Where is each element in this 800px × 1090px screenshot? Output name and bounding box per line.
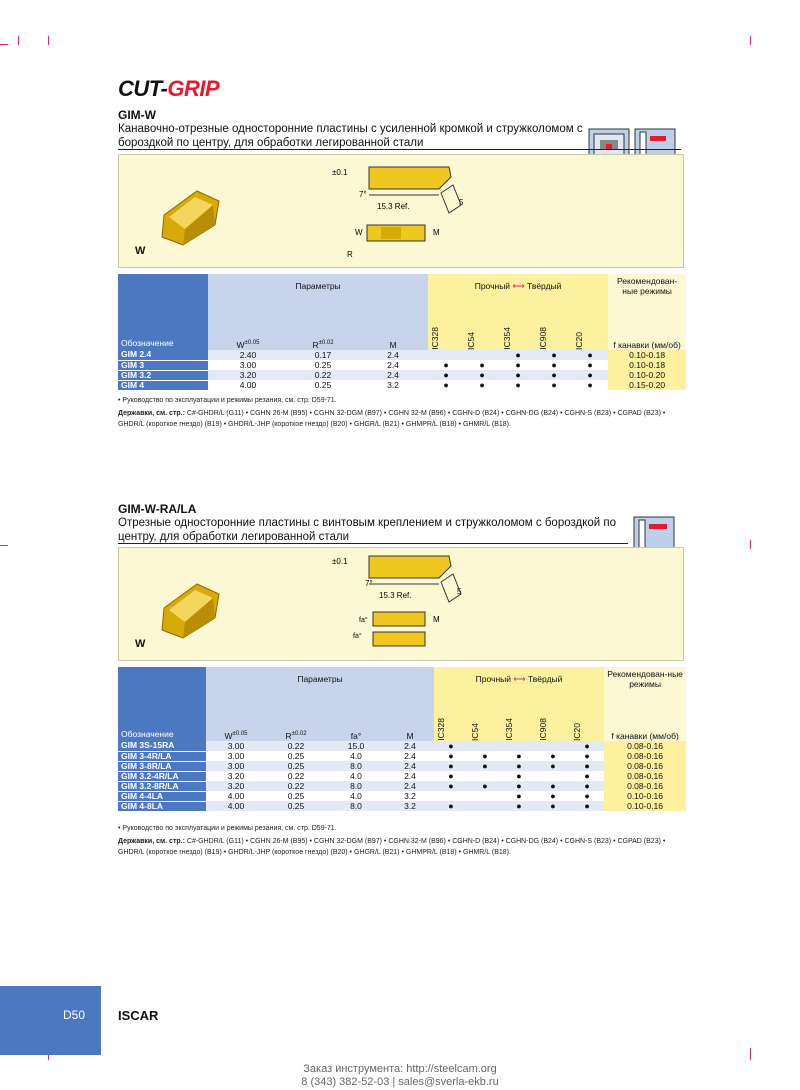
svg-text:fa°: fa° — [353, 633, 362, 640]
cell-grade-availability: ● — [536, 761, 570, 771]
col-r: $R^{\pm 0.02}$ — [266, 691, 326, 741]
footer-order-link[interactable]: Заказ инструмента: http://steelcam.org — [303, 1063, 497, 1075]
crop-mark — [48, 36, 49, 45]
col-grade: IC328 — [434, 691, 468, 741]
col-grade: IC54 — [468, 691, 502, 741]
brand-name: ISCAR — [118, 1008, 159, 1023]
cell-grade-availability — [536, 741, 570, 751]
col-r: $R^{\pm 0.02}$ — [288, 298, 358, 350]
insert-image — [159, 578, 229, 648]
section-description: Отрезные односторонние пластины с винтовым креплением и стружколомом с бороздкой по центру, для обработки легированной стали — [118, 517, 617, 543]
cell-r: 0.25 — [288, 360, 358, 370]
cell-grade-availability: ● — [570, 801, 604, 811]
svg-text:±0.1: ±0.1 — [332, 557, 348, 566]
cell-m: 3.2 — [386, 801, 434, 811]
cell-grade-availability: ● — [500, 350, 536, 360]
cell-grade-availability: ● — [502, 781, 536, 791]
svg-text:M: M — [433, 615, 440, 624]
svg-text:7°: 7° — [359, 190, 367, 199]
cell-fa: 15.0 — [326, 741, 386, 751]
cell-feed: 0.10-0.16 — [604, 801, 686, 811]
cell-grade-availability: ● — [570, 791, 604, 801]
svg-text:±0.1: ±0.1 — [332, 168, 348, 177]
cell-grade-availability: ● — [570, 781, 604, 791]
section-divider — [118, 543, 628, 544]
cell-grade-availability: ● — [570, 761, 604, 771]
cell-grade-availability: ● — [502, 771, 536, 781]
insert-dimension-diagram — [329, 163, 479, 267]
cell-designation: GIM 3.2-8R/LA — [118, 781, 206, 791]
cell-grade-availability: ● — [536, 350, 572, 360]
cell-w: 4.00 — [208, 380, 288, 390]
crop-mark — [750, 36, 751, 45]
cell-fa: 4.0 — [326, 771, 386, 781]
cell-feed: 0.10-0.20 — [608, 370, 686, 380]
cell-designation: GIM 3-8R/LA — [118, 761, 206, 771]
spec-table — [118, 274, 686, 391]
cell-grade-availability: ● — [502, 791, 536, 801]
col-w: $W^{\pm 0.05}$ — [208, 298, 288, 350]
cell-m: 2.4 — [386, 781, 434, 791]
designation-header: Обозначение — [118, 274, 208, 350]
col-grade: IC354 — [502, 691, 536, 741]
table-row — [118, 370, 686, 380]
col-grade: IC20 — [570, 691, 604, 741]
cell-r: 0.22 — [266, 741, 326, 751]
col-grade: IC54 — [464, 298, 500, 350]
cell-feed: 0.08-0.16 — [604, 761, 686, 771]
cell-grade-availability: ● — [502, 801, 536, 811]
cell-designation: GIM 3.2-4R/LA — [118, 771, 206, 781]
table-row — [118, 380, 686, 390]
cell-grade-availability: ● — [434, 781, 468, 791]
page-tab — [0, 986, 101, 1055]
cell-m: 3.2 — [358, 380, 428, 390]
grade-strength-header: Прочный ⟷ Твёрдый — [428, 274, 608, 298]
cell-grade-availability: ● — [572, 370, 608, 380]
cell-w: 3.00 — [206, 761, 266, 771]
spec-table — [118, 667, 686, 812]
cell-designation: GIM 3S-15RA — [118, 741, 206, 751]
crop-mark — [750, 1048, 751, 1060]
cell-grade-availability — [428, 350, 464, 360]
cell-grade-availability: ● — [570, 771, 604, 781]
cell-grade-availability: ● — [434, 801, 468, 811]
cell-designation: GIM 3 — [118, 360, 208, 370]
col-w: $W^{\pm 0.05}$ — [206, 691, 266, 741]
cell-grade-availability — [468, 801, 502, 811]
cell-designation: GIM 4-8LA — [118, 801, 206, 811]
holders-note: Державки, см. стр.: C#-GHDR/L (G11) • CGHN 26-M (B95) • CGHN 32-DGM (B97) • CGHN 32-M (B96) • CGHN-D (B24) • CGHN-DG (B24) • CGHN-S (B23) • CGPAD (B23) • GHDR/L (короткое гнездо) (B19) • GHDR/L-JHP (короткое гнездо) (B20) • GHGR/L (B21) • GHMPR/L (B18) • GHMR/L (B18). — [118, 410, 666, 428]
cell-fa: 8.0 — [326, 761, 386, 771]
cell-grade-availability: ● — [570, 741, 604, 751]
footer — [0, 1063, 800, 1089]
cell-r: 0.17 — [288, 350, 358, 360]
cell-w: 4.00 — [206, 801, 266, 811]
cell-w: 3.00 — [208, 360, 288, 370]
holders-note: Державки, см. стр.: C#-GHDR/L (G11) • CGHN 26-M (B95) • CGHN 32-DGM (B97) • CGHN 32-M (B96) • CGHN-D (B24) • CGHN-DG (B24) • CGHN-S (B23) • CGPAD (B23) • GHDR/L (короткое гнездо) (B19) • GHDR/L-JHP (короткое гнездо) (B20) • GHGR/L (B21) • GHMPR/L (B18) • GHMR/L (B18). — [118, 838, 666, 856]
cell-grade-availability: ● — [536, 801, 570, 811]
recommended-header: Рекомендован-ные режимы — [608, 274, 686, 298]
cell-feed: 0.08-0.16 — [604, 751, 686, 761]
cell-grade-availability — [434, 791, 468, 801]
table-row — [118, 350, 686, 360]
cell-m: 2.4 — [386, 771, 434, 781]
cell-grade-availability — [464, 350, 500, 360]
svg-text:W: W — [355, 228, 363, 237]
cell-designation: GIM 3-4R/LA — [118, 751, 206, 761]
table-row — [118, 761, 686, 771]
crop-mark — [0, 545, 8, 546]
cell-r: 0.22 — [266, 771, 326, 781]
cell-w: 3.00 — [206, 751, 266, 761]
table-row — [118, 360, 686, 370]
cell-grade-availability: ● — [428, 370, 464, 380]
cell-grade-availability: ● — [502, 761, 536, 771]
cell-grade-availability: ● — [468, 781, 502, 791]
col-fa: fa° — [326, 691, 386, 741]
cell-w: 3.20 — [206, 771, 266, 781]
cell-feed: 0.08-0.16 — [604, 781, 686, 791]
table-row — [118, 781, 686, 791]
cell-r: 0.25 — [288, 380, 358, 390]
table-row — [118, 741, 686, 751]
cell-grade-availability: ● — [572, 380, 608, 390]
col-m: M — [358, 298, 428, 350]
cell-grade-availability: ● — [536, 781, 570, 791]
section-divider — [118, 149, 681, 150]
page-number: D50 — [63, 1008, 86, 1022]
cell-feed: 0.10-0.18 — [608, 360, 686, 370]
cell-r: 0.25 — [266, 751, 326, 761]
cell-grade-availability: ● — [536, 370, 572, 380]
cell-designation: GIM 4-4LA — [118, 791, 206, 801]
cell-grade-availability: ● — [464, 370, 500, 380]
crop-mark — [750, 540, 751, 549]
svg-text:R: R — [347, 250, 353, 259]
cell-w: 3.20 — [208, 370, 288, 380]
cell-m: 2.4 — [358, 370, 428, 380]
svg-text:15.3 Ref.: 15.3 Ref. — [377, 202, 410, 211]
cell-grade-availability: ● — [500, 380, 536, 390]
cell-w: 4.00 — [206, 791, 266, 801]
svg-text:5: 5 — [459, 198, 464, 207]
cell-grade-availability — [468, 791, 502, 801]
cell-grade-availability: ● — [502, 751, 536, 761]
section-description: Канавочно-отрезные односторонние пластины с усиленной кромкой и стружколомом с бороздкой по центру, для обработки легированной стали — [118, 123, 583, 149]
col-grade: IC908 — [536, 298, 572, 350]
cell-feed: 0.15-0.20 — [608, 380, 686, 390]
cell-feed: 0.10-0.16 — [604, 791, 686, 801]
cell-r: 0.25 — [266, 761, 326, 771]
svg-text:M: M — [433, 228, 440, 237]
cell-grade-availability: ● — [428, 360, 464, 370]
cell-designation: GIM 3.2 — [118, 370, 208, 380]
insert-label: W — [135, 245, 146, 257]
table-row — [118, 751, 686, 761]
cell-w: 2.40 — [208, 350, 288, 360]
cell-designation: GIM 2.4 — [118, 350, 208, 360]
table-row — [118, 801, 686, 811]
crop-mark — [18, 36, 19, 45]
svg-text:fa°: fa° — [359, 617, 368, 624]
cell-m: 2.4 — [386, 751, 434, 761]
cell-grade-availability — [468, 741, 502, 751]
cell-grade-availability — [468, 771, 502, 781]
grade-strength-header: Прочный ⟷ Твёрдый — [434, 667, 604, 691]
cut-grip-logo: CUT-GRIP — [118, 76, 220, 101]
product-figure — [118, 547, 684, 661]
col-feed: f канавки (мм/об) — [604, 691, 686, 741]
svg-text:7°: 7° — [365, 579, 373, 588]
product-figure — [118, 154, 684, 268]
cell-grade-availability: ● — [468, 761, 502, 771]
recommended-header: Рекомендован-ные режимы — [604, 667, 686, 691]
cell-m: 2.4 — [386, 741, 434, 751]
cell-r: 0.25 — [266, 791, 326, 801]
cell-grade-availability: ● — [434, 751, 468, 761]
cell-grade-availability: ● — [536, 751, 570, 761]
cell-m: 2.4 — [358, 360, 428, 370]
svg-text:5: 5 — [457, 587, 462, 596]
cell-feed: 0.10-0.18 — [608, 350, 686, 360]
section-title: GIM-W — [118, 108, 156, 122]
cell-r: 0.22 — [266, 781, 326, 791]
cell-feed: 0.08-0.16 — [604, 741, 686, 751]
cell-grade-availability: ● — [464, 360, 500, 370]
insert-dimension-diagram — [329, 552, 479, 658]
insert-image — [159, 185, 229, 255]
cell-grade-availability — [536, 771, 570, 781]
usage-note: • Руководство по эксплуатации и режимы резания, см. стр. D59-71. — [118, 825, 337, 832]
cell-designation: GIM 4 — [118, 380, 208, 390]
crop-mark — [0, 44, 8, 45]
col-grade: IC328 — [428, 298, 464, 350]
cell-m: 2.4 — [358, 350, 428, 360]
col-grade: IC908 — [536, 691, 570, 741]
cell-grade-availability: ● — [570, 751, 604, 761]
cell-w: 3.00 — [206, 741, 266, 751]
footer-contacts[interactable]: 8 (343) 382-52-03 | sales@sverla-ekb.ru — [301, 1076, 499, 1088]
cell-grade-availability: ● — [572, 350, 608, 360]
params-header: Параметры — [206, 667, 434, 691]
cell-grade-availability — [502, 741, 536, 751]
cell-grade-availability: ● — [428, 380, 464, 390]
cell-fa: 8.0 — [326, 801, 386, 811]
cell-grade-availability: ● — [434, 741, 468, 751]
cell-w: 3.20 — [206, 781, 266, 791]
svg-text:15.3 Ref.: 15.3 Ref. — [379, 591, 412, 600]
cell-m: 2.4 — [386, 761, 434, 771]
cell-grade-availability: ● — [464, 380, 500, 390]
table-row — [118, 791, 686, 801]
cell-grade-availability: ● — [536, 791, 570, 801]
cell-grade-availability: ● — [434, 771, 468, 781]
cell-r: 0.25 — [266, 801, 326, 811]
col-grade: IC20 — [572, 298, 608, 350]
cell-grade-availability: ● — [536, 380, 572, 390]
designation-header: Обозначение — [118, 667, 206, 741]
col-feed: f канавки (мм/об) — [608, 298, 686, 350]
insert-label: W — [135, 638, 146, 650]
usage-note: • Руководство по эксплуатации и режимы резания, см. стр. D59-71. — [118, 397, 337, 404]
cell-grade-availability: ● — [500, 360, 536, 370]
cell-fa: 4.0 — [326, 751, 386, 761]
cell-grade-availability: ● — [500, 370, 536, 380]
col-m: M — [386, 691, 434, 741]
cell-m: 3.2 — [386, 791, 434, 801]
cell-fa: 8.0 — [326, 781, 386, 791]
cell-grade-availability: ● — [536, 360, 572, 370]
col-grade: IC354 — [500, 298, 536, 350]
params-header: Параметры — [208, 274, 428, 298]
cell-grade-availability: ● — [468, 751, 502, 761]
cell-grade-availability: ● — [572, 360, 608, 370]
cell-grade-availability: ● — [434, 761, 468, 771]
cell-feed: 0.08-0.16 — [604, 771, 686, 781]
section-title: GIM-W-RA/LA — [118, 502, 197, 516]
table-row — [118, 771, 686, 781]
cell-fa: 4.0 — [326, 791, 386, 801]
cell-r: 0.22 — [288, 370, 358, 380]
